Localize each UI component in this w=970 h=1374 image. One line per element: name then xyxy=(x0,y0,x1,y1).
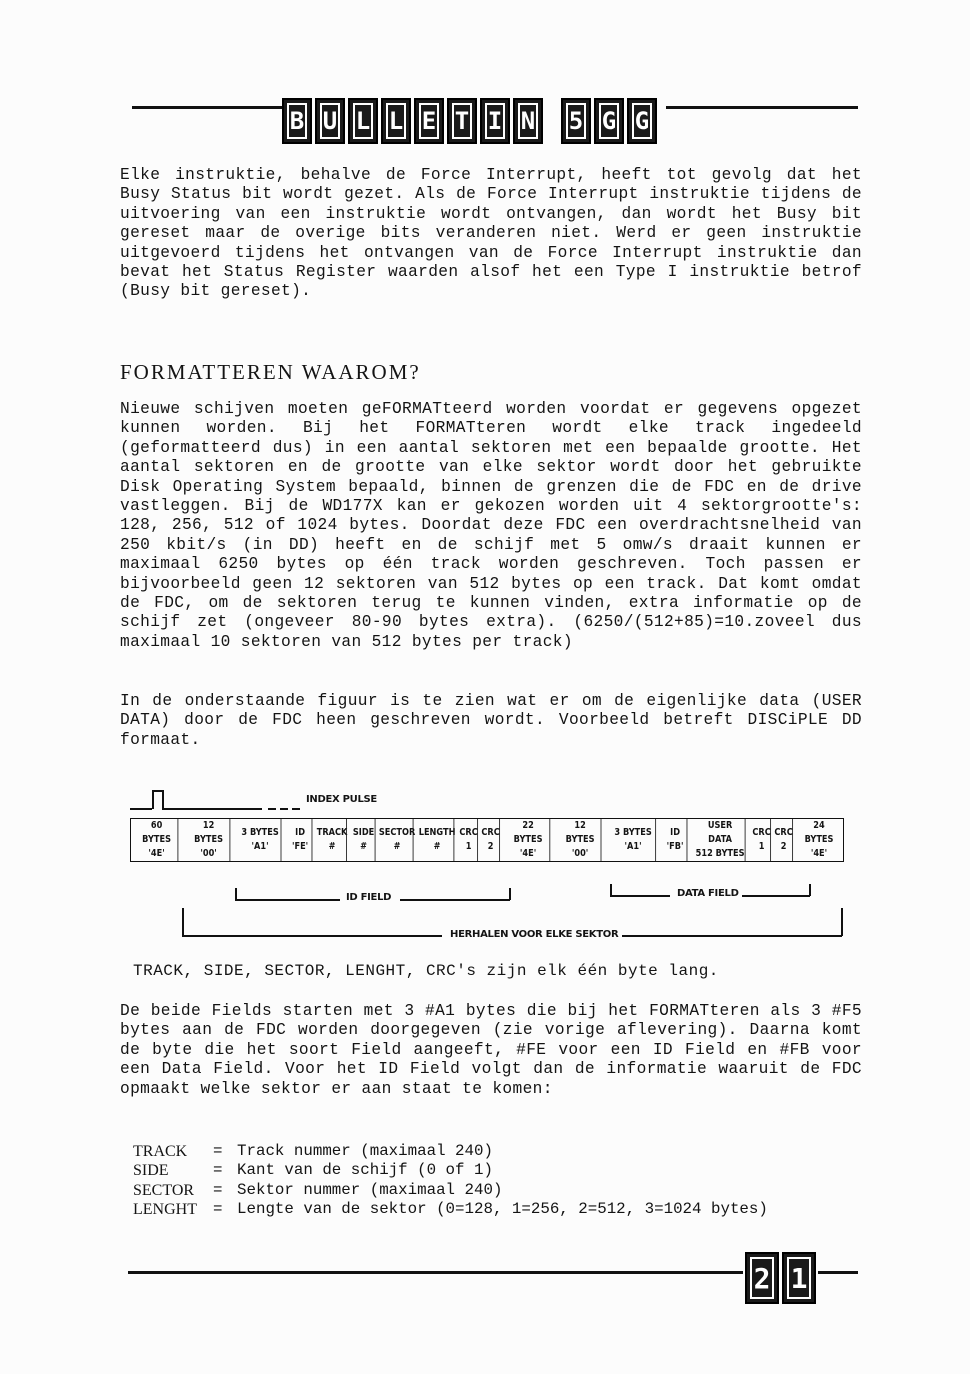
definition-term: TRACK xyxy=(133,1143,188,1160)
data-field-bracket xyxy=(809,884,811,896)
field-cell-label: CRC xyxy=(481,827,500,838)
field-cell-label: CRC xyxy=(752,827,771,838)
field-cell-label: 60 BYTES xyxy=(142,820,172,845)
id-field-label: ID FIELD xyxy=(346,892,392,903)
field-cell xyxy=(240,819,282,861)
field-cell-label: ID xyxy=(670,827,681,838)
field-cell-label: CRC xyxy=(459,827,478,838)
field-cell xyxy=(560,819,602,861)
index-pulse-dash xyxy=(268,808,276,810)
field-cell-value: # xyxy=(360,841,368,852)
field-cell-value: 'FE' xyxy=(291,841,309,852)
masthead-space xyxy=(546,98,558,140)
repeat-bracket xyxy=(182,908,184,936)
definition-value: Track nummer (maximaal 240) xyxy=(237,1142,493,1160)
field-cell xyxy=(136,819,179,861)
section-heading: FORMATTEREN WAAROM? xyxy=(120,360,421,384)
definition-value: Sektor nummer (maximaal 240) xyxy=(237,1180,503,1199)
page-number-digit: 1 xyxy=(782,1252,816,1304)
footer-rule xyxy=(128,1271,743,1274)
field-cell xyxy=(353,819,376,861)
masthead-letter: L xyxy=(381,98,411,144)
index-pulse-dash xyxy=(292,808,300,810)
bulletin-masthead xyxy=(282,98,657,144)
index-pulse-line xyxy=(162,790,164,809)
field-cell xyxy=(664,819,688,861)
field-cell xyxy=(753,819,771,861)
field-cell xyxy=(775,819,793,861)
field-cell-value: '00' xyxy=(200,848,217,859)
field-cell xyxy=(188,819,231,861)
masthead-letter: B xyxy=(282,98,312,144)
field-cell xyxy=(799,819,838,861)
definition-term: SECTOR xyxy=(133,1181,195,1199)
masthead-letter: T xyxy=(447,98,477,144)
field-cell xyxy=(507,819,550,861)
repeat-bracket xyxy=(841,908,843,936)
header-rule-right xyxy=(666,106,858,109)
field-cell-label: SECTOR xyxy=(378,827,416,838)
field-size-note: TRACK, SIDE, SECTOR, LENGHT, CRC's zijn elk één byte lang. xyxy=(133,962,719,980)
definition-equals: = xyxy=(213,1180,223,1199)
definition-term: SIDE xyxy=(133,1162,169,1180)
index-pulse-line xyxy=(152,790,162,792)
field-cell-value: '4E' xyxy=(810,848,828,859)
figure-intro-paragraph: In de onderstaande figuur is te zien wat er om de eigenlijke data (USER DATA) door de FDC heen geschreven wordt. Voorbeeld betreft DISCiPLE DD formaat. xyxy=(120,692,862,749)
field-cell-value: # xyxy=(433,841,441,852)
masthead-letter: L xyxy=(348,98,378,144)
id-field-bracket xyxy=(400,899,510,901)
masthead-letter: G xyxy=(594,98,624,144)
field-cell-value: 1 xyxy=(465,841,472,852)
field-cell-value: 'A1' xyxy=(251,841,269,852)
field-cell-value: 512 BYTES xyxy=(695,848,745,859)
definition-term: LENGHT xyxy=(133,1200,197,1218)
index-pulse-label: INDEX PULSE xyxy=(306,794,377,805)
definition-row xyxy=(133,1181,877,1200)
field-cell-value: 2 xyxy=(487,841,494,852)
definition-row xyxy=(133,1161,877,1180)
repeat-bracket xyxy=(182,935,442,937)
track-fields-row xyxy=(130,818,844,862)
definition-row xyxy=(133,1200,877,1219)
field-cell-label: 24 BYTES xyxy=(804,820,834,845)
index-pulse-line xyxy=(152,790,154,809)
data-field-label: DATA FIELD xyxy=(677,888,739,899)
definition-equals: = xyxy=(213,1199,223,1218)
field-cell-value: 1 xyxy=(758,841,765,852)
masthead-letter: E xyxy=(414,98,444,144)
field-cell-label: 12 BYTES xyxy=(565,820,595,845)
masthead-letter: N xyxy=(513,98,543,144)
field-cell xyxy=(318,819,347,861)
field-cell-value: 'A1' xyxy=(624,841,642,852)
masthead-letter: U xyxy=(315,98,345,144)
field-cell-label: USER DATA xyxy=(707,820,733,845)
track-format-diagram xyxy=(120,784,880,954)
field-cell xyxy=(611,819,656,861)
page-number xyxy=(745,1252,816,1304)
header-rule-left xyxy=(132,106,282,109)
field-cell xyxy=(482,819,500,861)
repeat-bracket xyxy=(622,935,842,937)
data-field-bracket xyxy=(742,895,810,897)
field-cell xyxy=(378,819,416,861)
index-pulse-dash xyxy=(280,808,288,810)
field-cell-value: 2 xyxy=(780,841,787,852)
field-cell-value: # xyxy=(393,841,401,852)
field-cell-value: '00' xyxy=(571,848,589,859)
repeat-label: HERHALEN VOOR ELKE SEKTOR xyxy=(450,929,619,940)
field-cell xyxy=(460,819,478,861)
field-cell-label: 12 BYTES xyxy=(194,820,224,845)
definition-value: Kant van de schijf (0 of 1) xyxy=(237,1161,493,1180)
field-cell xyxy=(289,819,313,861)
id-field-bracket xyxy=(235,899,340,901)
field-cell-label: ID xyxy=(295,827,306,838)
field-cell xyxy=(418,819,456,861)
fields-paragraph: De beide Fields starten met 3 #A1 bytes die bij het FORMATteren als 3 #F5 bytes aan de FDC worden doorgegeven (zie vorige aflevering). Daarna komt de byte die het soort Field aangeeft, #FE voor een ID Field en #FB voor een Data Field. Voor het ID Field volgt dan de informatie waaruit de FDC opmaakt welke sektor er aan staat te komen: xyxy=(120,1002,862,1098)
field-cell-label: CRC xyxy=(774,827,793,838)
masthead-letter: I xyxy=(480,98,510,144)
field-cell-label: LENGTH xyxy=(418,827,456,838)
index-pulse-line xyxy=(162,808,262,810)
id-field-definitions xyxy=(133,1142,877,1219)
field-cell-label: SIDE xyxy=(352,827,375,838)
page-number-digit: 2 xyxy=(745,1252,779,1304)
masthead-letter: 5 xyxy=(561,98,591,144)
field-cell-value: # xyxy=(328,841,336,852)
definition-value: Lengte van de sektor (0=128, 1=256, 2=512, 3=1024 bytes) xyxy=(237,1199,768,1218)
footer-rule-right xyxy=(818,1271,858,1274)
field-cell-label: 22 BYTES xyxy=(513,820,543,845)
field-cell-label: 3 BYTES xyxy=(241,827,279,838)
field-cell-label: 3 BYTES xyxy=(614,827,652,838)
id-field-bracket xyxy=(509,888,511,900)
field-cell-value: 'FB' xyxy=(666,841,684,852)
field-cell-label: TRACK xyxy=(316,827,348,838)
field-cell-value: '4E' xyxy=(148,848,165,859)
intro-paragraph: Elke instruktie, behalve de Force Interrupt, heeft tot gevolg dat het Busy Status bit wordt gezet. Als de Force Interrupt instruktie tijdens de uitvoering van een instruktie wordt ontvangen, dan wordt het Busy bit gereset maar de overige bits veranderen niet. Werd er geen instruktie uitgevoerd tijdens het ontvangen van de Force Interrupt instruktie dan bevat het Status Register waarden alsof het een Type I instruktie betrof (Busy bit gereset). xyxy=(120,166,862,301)
definition-equals: = xyxy=(213,1142,223,1160)
masthead-letter: G xyxy=(627,98,657,144)
field-cell xyxy=(695,819,745,861)
body-paragraph: Nieuwe schijven moeten geFORMATteerd worden voordat er gegevens opgezet kunnen worden. Bij het FORMATteren wordt elke track ingedeeld (geformatteerd dus) in een aantal sektoren met een bepaalde grootte. Het aantal sektoren en de grootte van elke sektor wordt door het gebruikte Disk Operating System bepaald, binnen de grenzen die de FDC en de drive vastleggen. Bij de WD177X kan er gekozen worden uit 4 sektorgrootte's: 128, 256, 512 of 1024 bytes. Doordat deze FDC een overdrachtsnelheid van 250 kbit/s (in DD) heeft en de schijf met 5 omw/s draait kunnen er maximaal 6250 bytes op één track worden geschreven. Toch passen er bijvoorbeeld geen 12 sektoren van 512 bytes op een track. Dat komt omdat de FDC, om de sektoren terug te kunnen vinden, extra informatie op de schijf zet (ongeveer 80-90 bytes extra). (6250/(512+85)=10.zoveel dus maximaal 10 sektoren van 512 bytes per track) xyxy=(120,400,862,651)
field-cell-value: '4E' xyxy=(519,848,537,859)
data-field-bracket xyxy=(610,895,670,897)
definition-row xyxy=(133,1142,877,1161)
index-pulse-line xyxy=(130,808,152,810)
definition-equals: = xyxy=(213,1161,223,1180)
